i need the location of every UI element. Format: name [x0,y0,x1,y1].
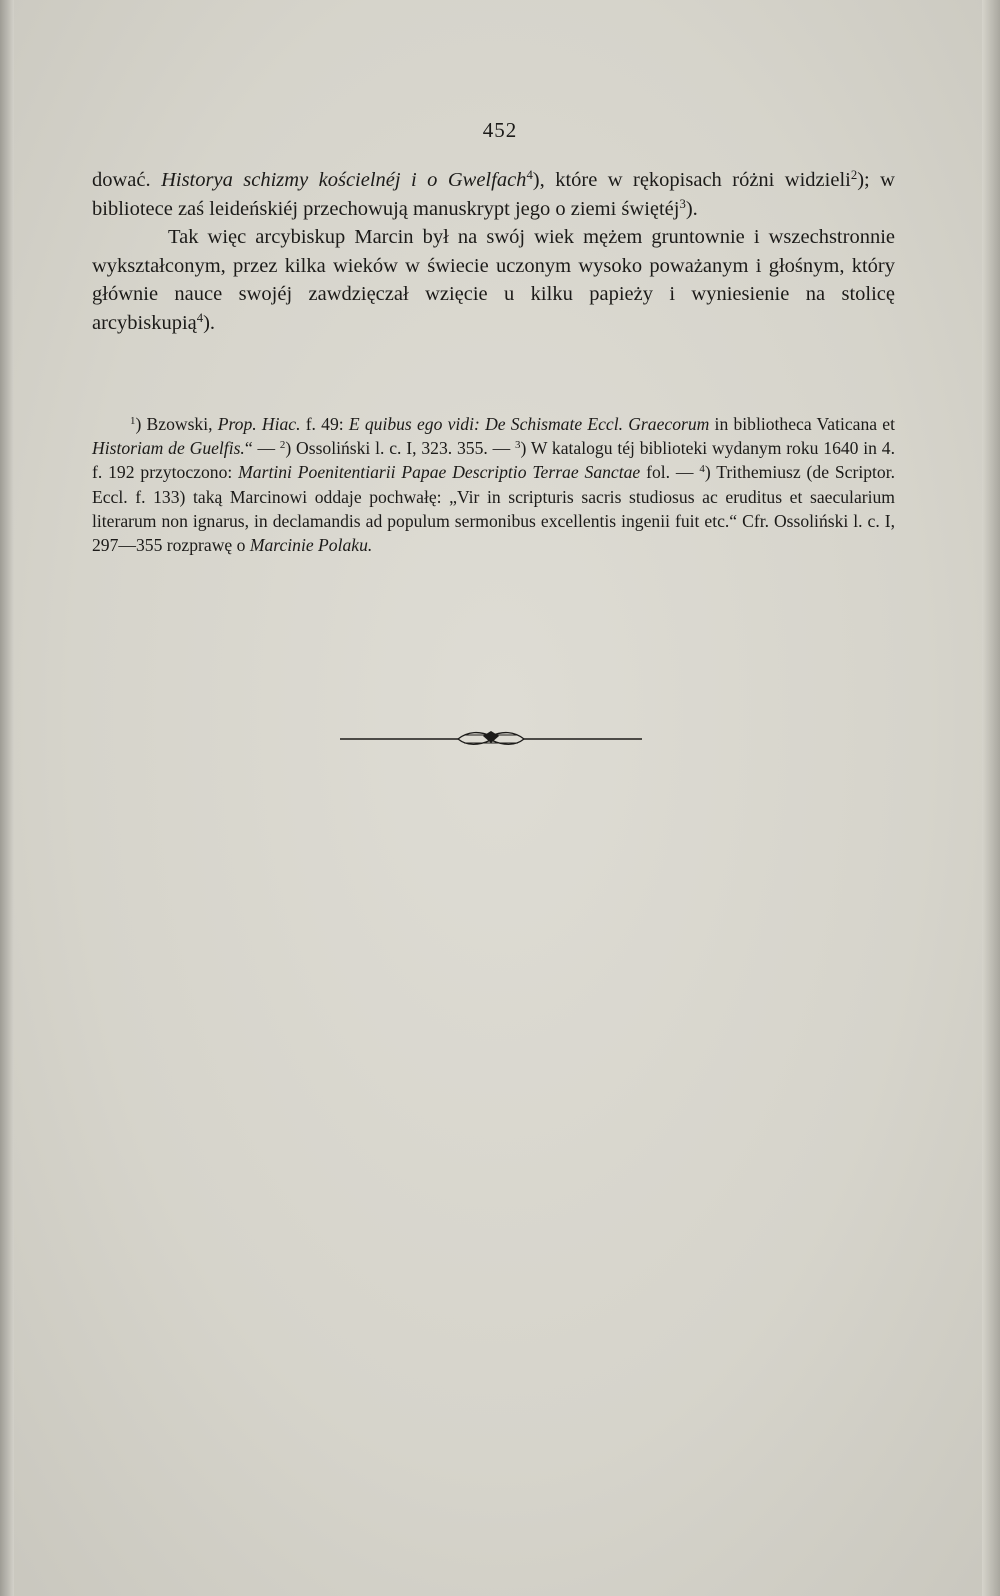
ornament-diamond [483,731,499,743]
text-run: ) W katalogu téj biblioteki wydanym roku 1640 in 4. f. 192 przytoczono: [92,438,895,483]
footnotes [92,412,895,557]
footnote-marker: 4 [526,168,533,183]
page-edge-right [982,0,1000,1596]
text-run: ). [685,197,698,220]
paragraph-continuation [92,166,895,223]
ornament-divider [340,725,642,747]
footnote-marker: 2 [850,168,858,183]
text-run: Tak więc arcybiskup Marcin był na swój wiek mężem gruntownie i wszechstronnie wykształconym, przez kilka wieków w świecie uczonym wysoko poważanym i głośnym, który głównie nauce swojéj zawdzięczał wzięcie u kilku papieży i wyniesienie na stolicę arcybiskupią [92,226,895,334]
italic-text: E quibus ego vidi: De Schismate Eccl. Graecorum [348,414,710,434]
paragraph [92,223,895,337]
italic-text: Historiam de Guelfis. [92,438,245,459]
text-run: f. 49: [300,414,349,434]
footnote-marker: 3 [679,196,686,211]
text-run: dować. [92,169,162,191]
footnote-marker: 3 [515,439,521,452]
text-run: in bibliotheca Vaticana et [709,414,896,434]
page-edge-left [0,0,14,1596]
italic-text: Prop. Hiac. [217,414,301,434]
text-run: “ — [244,438,280,459]
text-run: fol. — [640,462,700,483]
text-run: ); w bibliotece zaś leideńskiéj przechowują manuskrypt jego o ziemi świętéj [92,169,895,220]
italic-title: Historya schizmy kościelnéj i o Gwelfach [161,169,527,191]
italic-text: Marcinie Polaku. [249,535,373,556]
main-text [92,166,895,338]
text-run: ). [203,311,216,334]
text-run: ), które w rękopisach różni widzieli [532,169,851,191]
text-run: ) Ossoliński l. c. I, 323. 355. — [285,438,515,459]
italic-text: Martini Poenitentiarii Papae Descriptio Terrae Sanctae [238,462,641,483]
page-number: 452 [482,118,518,142]
text-run: ) Trithemiusz (de Scriptor. Eccl. f. 133) taką Marcinowi oddaje pochwałę: „Vir in scripturis sacris studiosus ac eruditus et saecularium literarum non ignarus, in declamandis ad populum sermonibus excellentis ingenii fuit etc.“ Cfr. Ossoliński l. c. I, 297—355 rozprawę o [92,462,895,556]
footnote-marker: 4 [699,463,705,476]
text-run: ) Bzowski, [135,414,218,434]
footnote-block [92,412,895,557]
footnote-marker: 1 [130,415,136,427]
footnote-marker: 2 [279,439,286,452]
footnote-marker: 4 [196,310,204,325]
